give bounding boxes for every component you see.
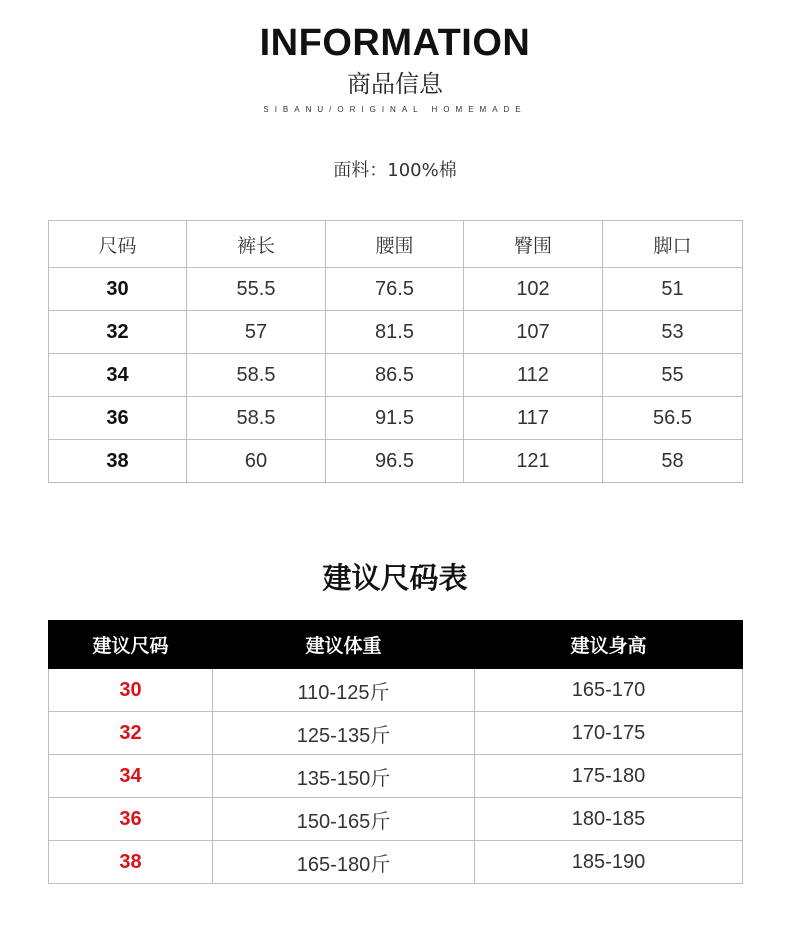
size-measurement-table: [48, 220, 743, 483]
size-cell: 36: [49, 397, 187, 440]
table-cell: 58: [603, 440, 743, 483]
recommend-size-table: [48, 620, 743, 884]
table-cell: 58.5: [187, 397, 326, 440]
table-cell: 96.5: [326, 440, 464, 483]
size-cell: 30: [49, 268, 187, 311]
table-header-row: [49, 221, 743, 268]
size-cell: 34: [49, 755, 213, 798]
table-cell: 180-185: [475, 798, 743, 841]
table-cell: 112: [464, 354, 603, 397]
recommend-title: 建议尺码表: [322, 561, 468, 595]
table-cell: 76.5: [326, 268, 464, 311]
table-cell: 165-180斤: [213, 841, 475, 884]
table-cell: 57: [187, 311, 326, 354]
page-title: INFORMATION: [259, 22, 531, 64]
size-cell: 32: [49, 311, 187, 354]
brand-tagline: SIBANU/ORIGINAL HOMEMADE: [263, 105, 527, 114]
page-subtitle: 商品信息: [347, 70, 443, 98]
size-cell: 32: [49, 712, 213, 755]
table-row: [49, 397, 743, 440]
table-row: [49, 311, 743, 354]
table-row: [49, 669, 743, 712]
column-header: 脚口: [603, 221, 743, 268]
table-cell: 170-175: [475, 712, 743, 755]
table-cell: 121: [464, 440, 603, 483]
table-header-row: [49, 621, 743, 669]
table-row: [49, 268, 743, 311]
table-cell: 55: [603, 354, 743, 397]
table-row: [49, 755, 743, 798]
table-cell: 150-165斤: [213, 798, 475, 841]
table-cell: 53: [603, 311, 743, 354]
table-row: [49, 354, 743, 397]
table-cell: 91.5: [326, 397, 464, 440]
column-header: 建议身高: [475, 621, 743, 669]
table-row: [49, 440, 743, 483]
size-cell: 36: [49, 798, 213, 841]
table-row: [49, 841, 743, 884]
table-cell: 117: [464, 397, 603, 440]
column-header: 建议尺码: [49, 621, 213, 669]
table-row: [49, 712, 743, 755]
table-cell: 135-150斤: [213, 755, 475, 798]
table-cell: 58.5: [187, 354, 326, 397]
column-header: 臀围: [464, 221, 603, 268]
column-header: 裤长: [187, 221, 326, 268]
column-header: 建议体重: [213, 621, 475, 669]
table-row: [49, 798, 743, 841]
column-header: 尺码: [49, 221, 187, 268]
table-cell: 165-170: [475, 669, 743, 712]
table-cell: 86.5: [326, 354, 464, 397]
table-cell: 110-125斤: [213, 669, 475, 712]
table-cell: 107: [464, 311, 603, 354]
table-cell: 125-135斤: [213, 712, 475, 755]
table-cell: 185-190: [475, 841, 743, 884]
table-cell: 60: [187, 440, 326, 483]
table-cell: 102: [464, 268, 603, 311]
column-header: 腰围: [326, 221, 464, 268]
table-cell: 51: [603, 268, 743, 311]
table-cell: 56.5: [603, 397, 743, 440]
table-cell: 81.5: [326, 311, 464, 354]
size-cell: 38: [49, 440, 187, 483]
size-cell: 38: [49, 841, 213, 884]
size-cell: 34: [49, 354, 187, 397]
material-info: 面料：100%棉: [333, 160, 457, 181]
table-cell: 175-180: [475, 755, 743, 798]
table-cell: 55.5: [187, 268, 326, 311]
size-cell: 30: [49, 669, 213, 712]
